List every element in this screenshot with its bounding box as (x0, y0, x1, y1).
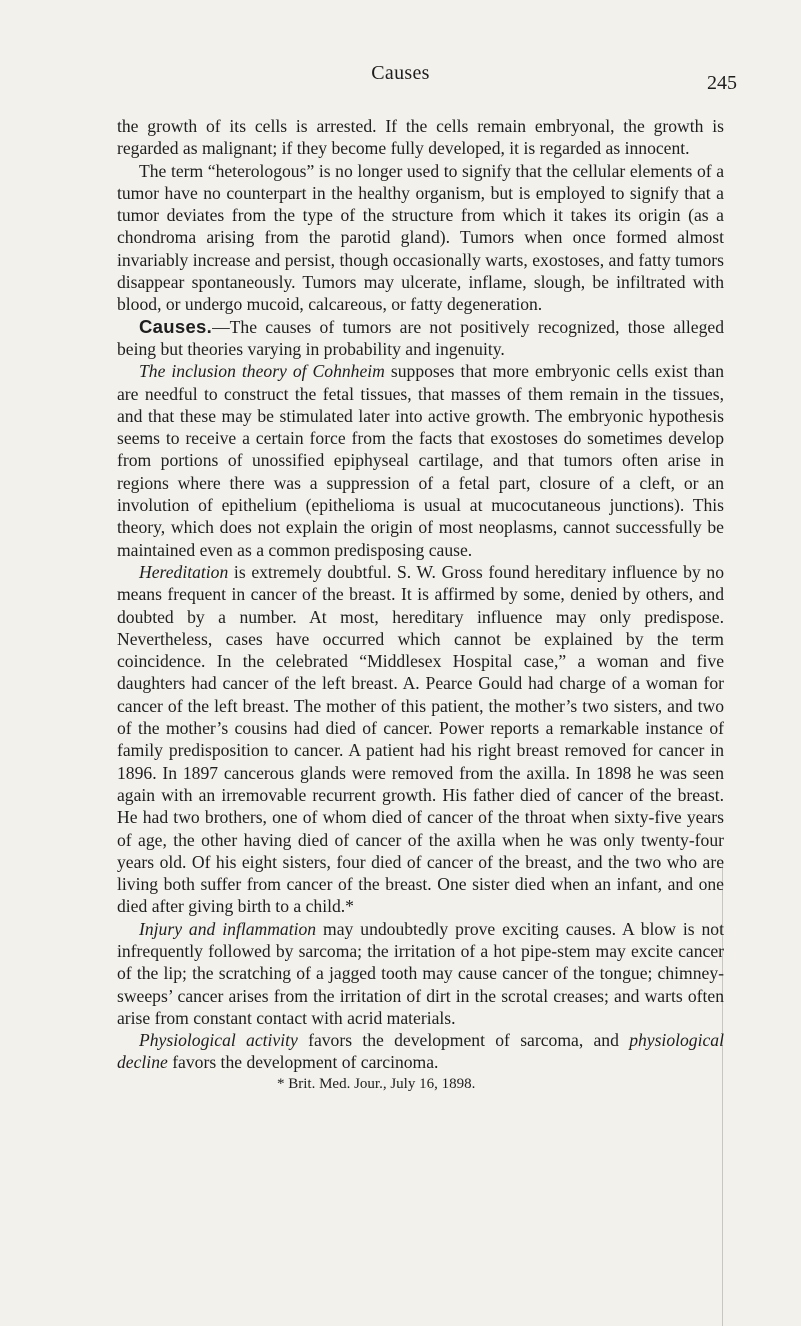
body-text (117, 115, 724, 1094)
paragraph-injury (117, 918, 724, 1029)
paragraph-heterologous: The term “heterologous” is no longer used to signify that the cellular elements of a tumor have no counterpart in the healthy organism, but is employed to signify that a tumor deviates from the type of the structure from which it takes its origin (as a chondroma arising from the parotid gland). Tumors when once formed almost invariably increase and persist, though occasionally warts, exostoses, and fatty tumors disappear spontaneously. Tumors may ulcerate, inflame, slough, be infiltrated with blood, or undergo mucoid, calcareous, or fatty degeneration. (117, 160, 724, 315)
page-header (0, 62, 801, 96)
physiological-activity-term: Physiological activity (139, 1030, 298, 1051)
running-title: Causes (371, 62, 430, 84)
injury-text: may undoubtedly prove exciting causes. A blow is not infrequently followed by sarcoma; the irritation of a hot pipe-stem may excite cancer of the lip; the scratching of a jagged tooth may cause cancer of the tongue; chimney-sweeps’ cancer arises from the irritation of dirt in the scrotal creases; and warts often arise from constant contact with acrid materials. (117, 918, 724, 1028)
physiological-text-b: favors the development of carcinoma. (167, 1052, 439, 1073)
injury-term: Injury and inflammation (139, 918, 317, 939)
section-heading-causes: Causes. (139, 315, 213, 337)
inclusion-theory-text: supposes that more embryonic cells exist than are needful to construct the fetal tissues, that masses of them remain in the tissues, and that these may be stimulated later into active growth. The embryonic hypothesis seems to receive a certain force from the facts that exostoses do sometimes develop from portions of unossified epiphyseal cartilage, and that tumors often arise in regions where there was a suppression of a fetal part, closure of a cleft, or an involution of epithelium (epithelioma is usual at mucocutaneous junctions). This theory, which does not explain the origin of most neoplasms, cannot successfully be maintained even as a common predisposing cause. (117, 361, 725, 560)
inclusion-theory-term: The inclusion theory of Cohnheim (139, 361, 385, 382)
paragraph-hereditation (117, 561, 724, 918)
hereditation-text: is extremely doubtful. S. W. Gross found hereditary influence by no means frequent in cancer of the breast. It is affirmed by some, denied by others, and doubted by a number. At most, hereditary influence may only predispose. Nevertheless, cases have occurred which cannot be explained by the term coincidence. In the celebrated “Middlesex Hospital case,” a woman and five daughters had cancer of the left breast. A. Pearce Gould had charge of a woman for cancer of the left breast. The mother of this patient, the mother’s two sisters, and two of the mother’s cousins had died of cancer. Power reports a remarkable instance of family predisposition to cancer. A patient had his right breast removed for cancer in 1896. In 1897 cancerous glands were removed from the axilla. In 1898 he was seen again with an irremovable recurrent growth. His father died of cancer of the breast. He had two brothers, one of whom died of cancer of the throat when sixty-five years of age, the other having died of cancer of the axilla when he was only twenty-four years old. Of his eight sisters, four died of cancer of the breast, and the two who are living both suffer from cancer of the breast. One sister died when an infant, and one died after giving birth to a child.* (117, 561, 724, 917)
paragraph-physiological (117, 1029, 724, 1074)
paragraph-causes (117, 316, 724, 361)
footnote: * Brit. Med. Jour., July 16, 1898. (277, 1075, 476, 1092)
paragraph-continuation: the growth of its cells is arrested. If the cells remain embryonal, the growth is regarded as malignant; if they become fully developed, it is regarded as innocent. (117, 116, 724, 159)
page-number: 245 (707, 72, 737, 94)
physiological-text-a: favors the development of sarcoma, and (297, 1030, 630, 1051)
hereditation-term: Hereditation (139, 561, 229, 582)
physiological-decline-term: physiological decline (117, 1030, 724, 1073)
causes-text: —The causes of tumors are not positively recognized, those alleged being but theories varying in probability and ingenuity. (117, 316, 724, 359)
paragraph-inclusion-theory (117, 360, 724, 561)
